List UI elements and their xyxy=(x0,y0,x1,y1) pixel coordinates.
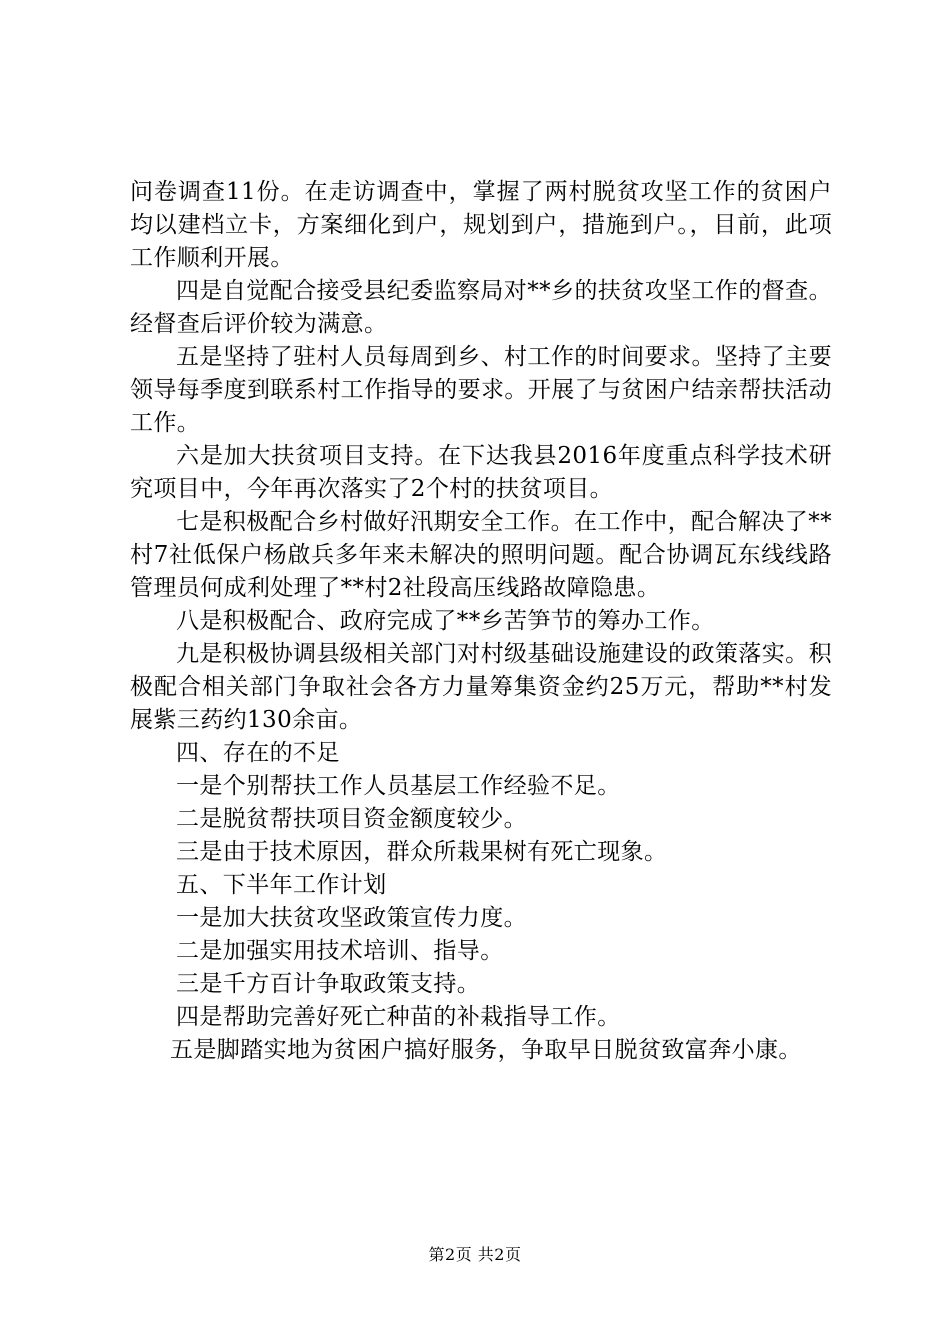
paragraph-continuation: 问卷调查11份。在走访调查中，掌握了两村脱贫攻坚工作的贫困户均以建档立卡，方案细化到户，规划到户，措施到户。，目前，此项工作顺利开展。 xyxy=(130,179,832,271)
paragraph-item-5: 五是坚持了驻村人员每周到乡、村工作的时间要求。坚持了主要领导每季度到联系村工作指导的要求。开展了与贫困户结亲帮扶活动工作。 xyxy=(130,344,832,436)
shortcoming-item-3: 三是由于技术原因，群众所栽果树有死亡现象。 xyxy=(176,839,668,865)
plan-item-3: 三是千方百计争取政策支持。 xyxy=(176,971,481,997)
paragraph-item-6: 六是加大扶贫项目支持。在下达我县2016年度重点科学技术研究项目中，今年再次落实了2个村的扶贫项目。 xyxy=(130,443,832,502)
page-number-footer: 第2页 共2页 xyxy=(428,1245,522,1264)
section-heading-shortcomings: 四、存在的不足 xyxy=(176,740,340,766)
paragraph-item-8: 八是积极配合、政府完成了**乡苦笋节的筹办工作。 xyxy=(176,608,715,634)
plan-item-2: 二是加强实用技术培训、指导。 xyxy=(176,938,504,964)
paragraph-item-7: 七是积极配合乡村做好汛期安全工作。在工作中，配合解决了**村7社低保户杨啟兵多年来未解决的照明问题。配合协调瓦东线线路管理员何成利处理了**村2社段高压线路故障隐患。 xyxy=(130,509,832,601)
plan-item-4: 四是帮助完善好死亡种苗的补栽指导工作。 xyxy=(176,1004,621,1030)
shortcoming-item-1: 一是个别帮扶工作人员基层工作经验不足。 xyxy=(176,773,621,799)
section-heading-plan: 五、下半年工作计划 xyxy=(176,872,387,898)
document-body xyxy=(130,176,832,1067)
shortcoming-item-2: 二是脱贫帮扶项目资金额度较少。 xyxy=(176,806,527,832)
paragraph-item-4: 四是自觉配合接受县纪委监察局对**乡的扶贫攻坚工作的督查。经督查后评价较为满意。 xyxy=(130,278,832,337)
plan-item-5: 五是脚踏实地为贫困户搞好服务，争取早日脱贫致富奔小康。 xyxy=(170,1037,802,1063)
paragraph-item-9: 九是积极协调县级相关部门对村级基础设施建设的政策落实。积极配合相关部门争取社会各方力量筹集资金约25万元，帮助**村发展紫三药约130余亩。 xyxy=(130,641,832,733)
plan-item-1: 一是加大扶贫攻坚政策宣传力度。 xyxy=(176,905,527,931)
